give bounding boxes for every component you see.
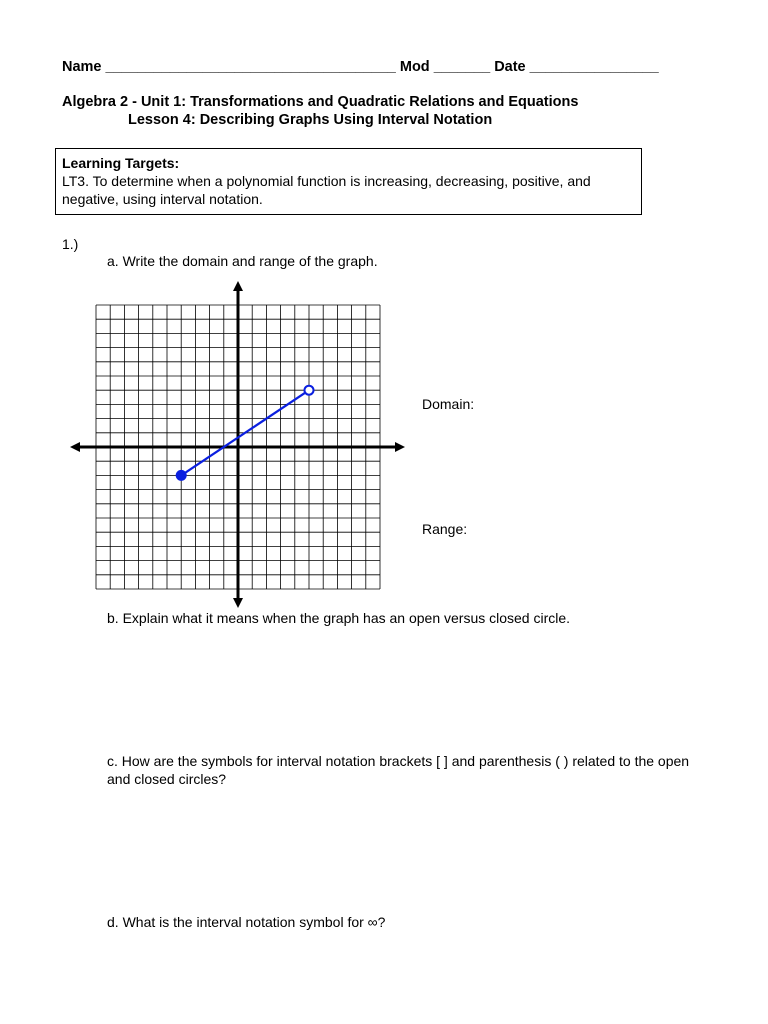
date-blank[interactable]: ________________	[529, 59, 659, 75]
lesson-title: Lesson 4: Describing Graphs Using Interval Notation	[128, 112, 493, 128]
x-axis-arrow-left	[70, 442, 80, 452]
learning-targets-box	[55, 148, 642, 215]
range-label: Range:	[422, 521, 468, 537]
closed-endpoint	[177, 471, 186, 480]
unit-title: Algebra 2 - Unit 1: Transformations and Quadratic Relations and Equations	[62, 94, 579, 110]
date-label: Date	[494, 59, 526, 75]
question-c: c. How are the symbols for interval notation brackets [ ] and parenthesis ( ) related to the open and closed circles?	[107, 753, 690, 787]
y-axis-arrow-down	[233, 598, 243, 608]
question-a: a. Write the domain and range of the graph.	[107, 253, 378, 269]
header-line	[62, 59, 659, 75]
mod-blank[interactable]: _______	[433, 59, 491, 75]
open-endpoint	[305, 386, 314, 395]
coordinate-graph	[60, 278, 410, 610]
name-blank[interactable]: ____________________________________	[105, 59, 396, 75]
learning-targets-text: LT3. To determine when a polynomial function is increasing, decreasing, positive, and negative, using interval notation.	[62, 173, 591, 207]
question-number: 1.)	[62, 236, 79, 252]
name-label: Name	[62, 59, 102, 75]
y-axis-arrow-up	[233, 281, 243, 291]
mod-label: Mod	[399, 59, 430, 75]
x-axis-arrow-right	[395, 442, 405, 452]
learning-targets-heading: Learning Targets:	[62, 155, 180, 171]
question-b: b. Explain what it means when the graph has an open versus closed circle.	[107, 610, 571, 626]
domain-label: Domain:	[422, 396, 475, 412]
axes	[70, 281, 405, 608]
question-d: d. What is the interval notation symbol for ∞?	[107, 914, 386, 930]
